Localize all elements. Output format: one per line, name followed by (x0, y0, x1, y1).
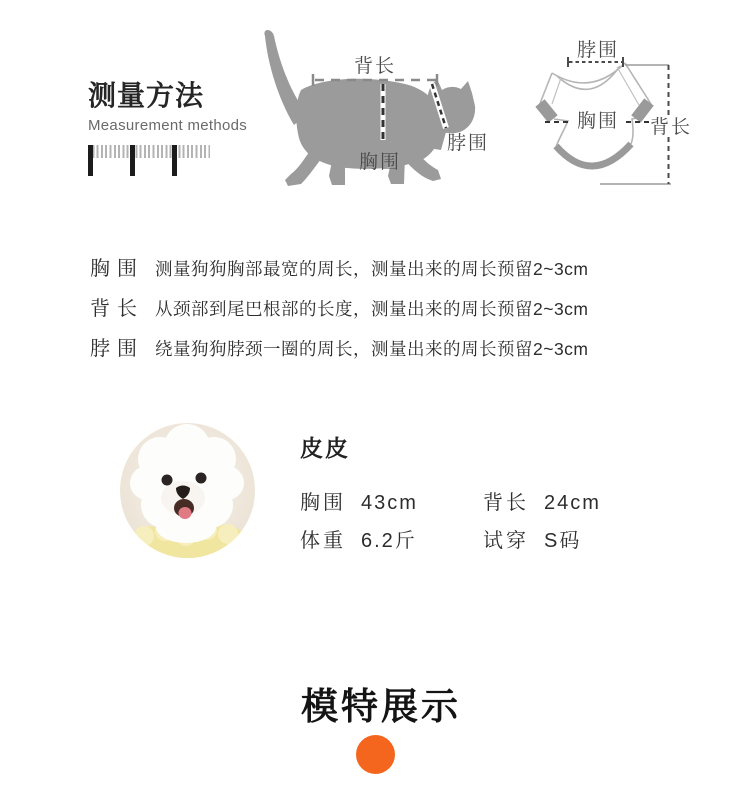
spec-label: 试穿 (483, 530, 529, 552)
page-subtitle: Measurement methods (88, 117, 248, 135)
dog-silhouette-diagram (255, 28, 515, 220)
model-spec-back-length (483, 486, 601, 515)
shirt-neck-label: 脖围 (576, 40, 620, 61)
ruler-large-tick (130, 145, 135, 176)
shirt-measurement-diagram (525, 20, 745, 220)
spec-value: 6.2斤 (361, 530, 417, 552)
measurement-term: 胸围 (90, 258, 144, 280)
cat-chest-label: 胸围 (358, 152, 402, 173)
page-title: 测量方法 (88, 80, 205, 111)
model-dog-photo (120, 423, 255, 558)
ruler-small-ticks (88, 145, 210, 158)
model-spec-weight (300, 524, 417, 553)
orange-dot-decoration (356, 735, 395, 774)
model-showcase-heading: 模特展示 (301, 686, 461, 727)
ruler-large-tick (172, 145, 177, 176)
measurement-method-header (88, 80, 247, 176)
shirt-outline (539, 63, 651, 147)
model-spec-chest (300, 486, 418, 515)
measurement-row (90, 252, 630, 281)
spec-value: 43cm (361, 492, 418, 514)
measurement-row (90, 332, 630, 361)
spec-label: 体重 (300, 530, 346, 552)
measurement-term: 脖围 (90, 338, 144, 360)
spec-value: 24cm (544, 492, 601, 514)
measurement-term: 背长 (90, 298, 144, 320)
measurement-definitions (90, 252, 630, 372)
measurement-description: 从颈部到尾巴根部的长度，测量出来的周长预留2~3cm (155, 299, 589, 319)
cat-neck-label: 脖围 (446, 133, 490, 154)
shirt-chest-label: 胸围 (576, 111, 620, 132)
measurement-description: 绕量狗狗脖颈一圈的周长，测量出来的周长预留2~3cm (155, 339, 589, 359)
spec-label: 背长 (483, 492, 529, 514)
model-spec-size (483, 524, 581, 553)
dog-portrait-illustration (120, 423, 255, 558)
measurement-row (90, 292, 630, 321)
spec-value: S码 (544, 530, 582, 552)
spec-label: 胸围 (300, 492, 346, 514)
ruler-large-tick (88, 145, 93, 176)
shirt-back-length-label: 背长 (649, 117, 693, 138)
cat-back-length-label: 背长 (353, 56, 397, 77)
ruler-icon (88, 145, 210, 176)
measurement-description: 测量狗狗胸部最宽的周长，测量出来的周长预留2~3cm (155, 259, 589, 279)
model-name: 皮皮 (300, 435, 350, 461)
